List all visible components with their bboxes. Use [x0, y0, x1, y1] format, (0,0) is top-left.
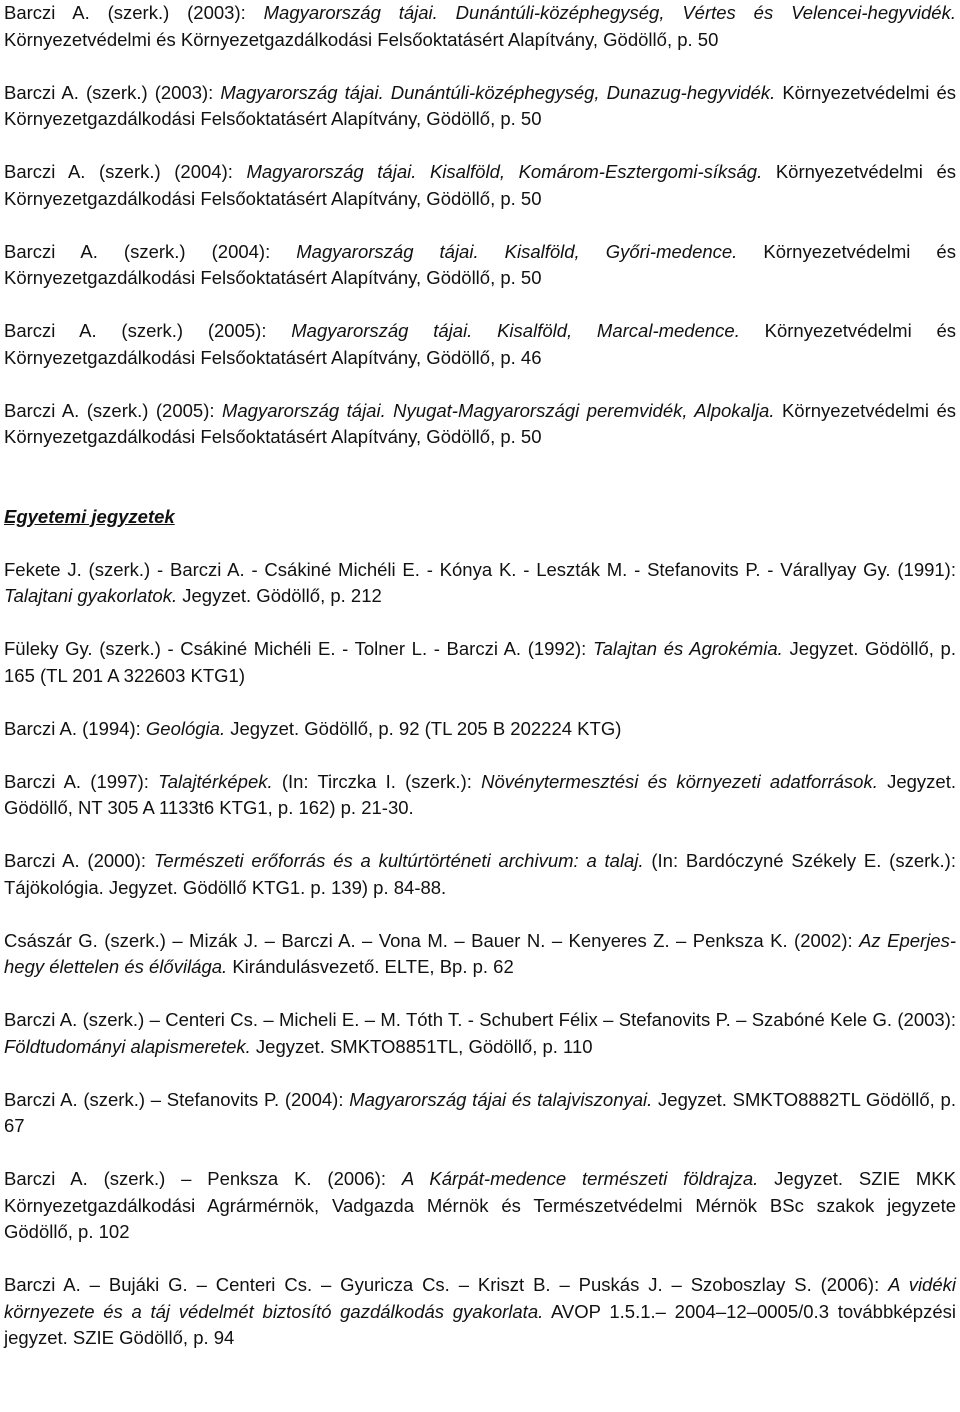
reference-entry: Barczi A. (szerk.) (2005): Magyarország tájai. Nyugat-Magyarországi peremvidék, Alpokalja. Környezetvédelmi és Környezetgazdálkodási Felsőoktatásért Alapítvány, Gödöllő, p. 50: [4, 399, 956, 447]
reference-title: Természeti erőforrás és a kultúrtörténeti archivum: a talaj.: [153, 850, 644, 871]
reference-title: Talajtérképek.: [158, 770, 273, 792]
reference-title: Magyarország tájai. Kisalföld, Győri-medence.: [296, 240, 738, 262]
reference-entry: Barczi A. (2000): Természeti erőforrás és a kultúrtörténeti archivum: a talaj. (In: Bardóczyné Székely E. (szerk.): Tájökológia. Jegyzet. Gödöllő KTG1. p. 139) p. 84-88.: [4, 850, 956, 898]
reference-entry: Füleky Gy. (szerk.) - Csákiné Michéli E. - Tolner L. - Barczi A. (1992): Talajtan és Agrokémia. Jegyzet. Gödöllő, p. 165 (TL 201 A 322603 KTG1): [4, 638, 956, 686]
reference-entry: Barczi A. (szerk.) – Centeri Cs. – Micheli E. – M. Tóth T. - Schubert Félix – Stefanovits P. – Szabóné Kele G. (2003): Földtudományi alapismeretek. Jegyzet. SMKTO8851TL, Gödöllő, p. 110: [4, 1009, 956, 1057]
reference-entry: Barczi A. (szerk.) (2004): Magyarország tájai. Kisalföld, Komárom-Esztergomi-síkság. Környezetvédelmi és Környezetgazdálkodási Felsőoktatásért Alapítvány, Gödöllő, p. 50: [4, 161, 956, 209]
reference-title: Magyarország tájai. Dunántúli-középhegység, Vértes és Velencei-hegyvidék.: [263, 2, 956, 23]
reference-entry: Barczi A. (szerk.) – Penksza K. (2006): A Kárpát-medence természeti földrajza. Jegyzet. SZIE MKK Környezetgazdálkodási Agrármérnök, Vadgazda Mérnök és Természetvédelmi Mérnök BSc szakok jegyzete Gödöllő, p. 102: [4, 1168, 956, 1242]
reference-title: Talajtani gyakorlatok.: [4, 585, 178, 606]
reference-title: Talajtan és Agrokémia.: [592, 638, 783, 659]
reference-title: Magyarország tájai. Kisalföld, Komárom-Esztergomi-síkság.: [246, 161, 763, 182]
reference-source-title: Növénytermesztési és környezeti adatforrások.: [481, 770, 878, 792]
reference-title: Magyarország tájai. Kisalföld, Marcal-medence.: [291, 320, 740, 341]
reference-entry: Barczi A. (szerk.) (2003): Magyarország tájai. Dunántúli-középhegység, Vértes és Velencei-hegyvidék. Környezetvédelmi és Környezetgazdálkodási Felsőoktatásért Alapítvány, Gödöllő, p. 50: [4, 2, 956, 50]
reference-title: Geológia.: [145, 717, 226, 739]
reference-entry: Fekete J. (szerk.) - Barczi A. - Csákiné Michéli E. - Kónya K. - Leszták M. - Stefanovits P. - Várallyay Gy. (1991): Talajtani gyakorlatok. Jegyzet. Gödöllő, p. 212: [4, 558, 956, 606]
reference-title: A vidéki környezete és a táj védelmét biztosító gazdálkodás gyakorlata.: [4, 1274, 956, 1322]
reference-title: Magyarország tájai. Dunántúli-középhegység, Dunazug-hegyvidék.: [220, 81, 776, 103]
reference-entry: Barczi A. (szerk.) – Stefanovits P. (2004): Magyarország tájai és talajviszonyai. Jegyzet. SMKTO8882TL Gödöllő, p. 67: [4, 1088, 956, 1136]
reference-entry: Barczi A. (szerk.) (2004): Magyarország tájai. Kisalföld, Győri-medence. Környezetvédelmi és Környezetgazdálkodási Felsőoktatásért Alapítvány, Gödöllő, p. 50: [4, 240, 956, 288]
section-heading: Egyetemi jegyzetek: [4, 505, 175, 527]
reference-title: Az Eperjes-hegy élettelen és élővilága.: [4, 929, 957, 977]
reference-entry: Barczi A. (1994): Geológia. Jegyzet. Gödöllő, p. 92 (TL 205 B 202224 KTG): [4, 717, 622, 739]
reference-entry: Barczi A. (szerk.) (2005): Magyarország tájai. Kisalföld, Marcal-medence. Környezetvédelmi és Környezetgazdálkodási Felsőoktatásért Alapítvány, Gödöllő, p. 46: [4, 320, 956, 368]
reference-title: Magyarország tájai. Nyugat-Magyarországi peremvidék, Alpokalja.: [221, 399, 775, 421]
reference-entry: Barczi A. – Bujáki G. – Centeri Cs. – Gyuricza Cs. – Kriszt B. – Puskás J. – Szoboszlay S. (2006): A vidéki környezete és a táj védelmét biztosító gazdálkodás gyakorlata. AVOP 1.5.1.– 2004–12–0005/0.3 továbbképzési jegyzet. SZIE Gödöllő, p. 94: [4, 1274, 956, 1348]
reference-title: A Kárpát-medence természeti földrajza.: [401, 1168, 759, 1189]
reference-title: Földtudományi alapismeretek.: [4, 1035, 251, 1057]
reference-entry: Barczi A. (1997): Talajtérképek. (In: Tirczka I. (szerk.): Növénytermesztési és környezeti adatforrások. Jegyzet. Gödöllő, NT 305 A 1133t6 KTG1, p. 162) p. 21-30.: [4, 770, 956, 818]
reference-entry: Barczi A. (szerk.) (2003): Magyarország tájai. Dunántúli-középhegység, Dunazug-hegyvidék. Környezetvédelmi és Környezetgazdálkodási Felsőoktatásért Alapítvány, Gödöllő, p. 50: [4, 81, 956, 129]
reference-entry: Császár G. (szerk.) – Mizák J. – Barczi A. – Vona M. – Bauer N. – Kenyeres Z. – Penksza K. (2002): Az Eperjes-hegy élettelen és élővilága. Kirándulásvezető. ELTE, Bp. p. 62: [4, 929, 957, 977]
reference-title: Magyarország tájai és talajviszonyai.: [349, 1088, 653, 1110]
